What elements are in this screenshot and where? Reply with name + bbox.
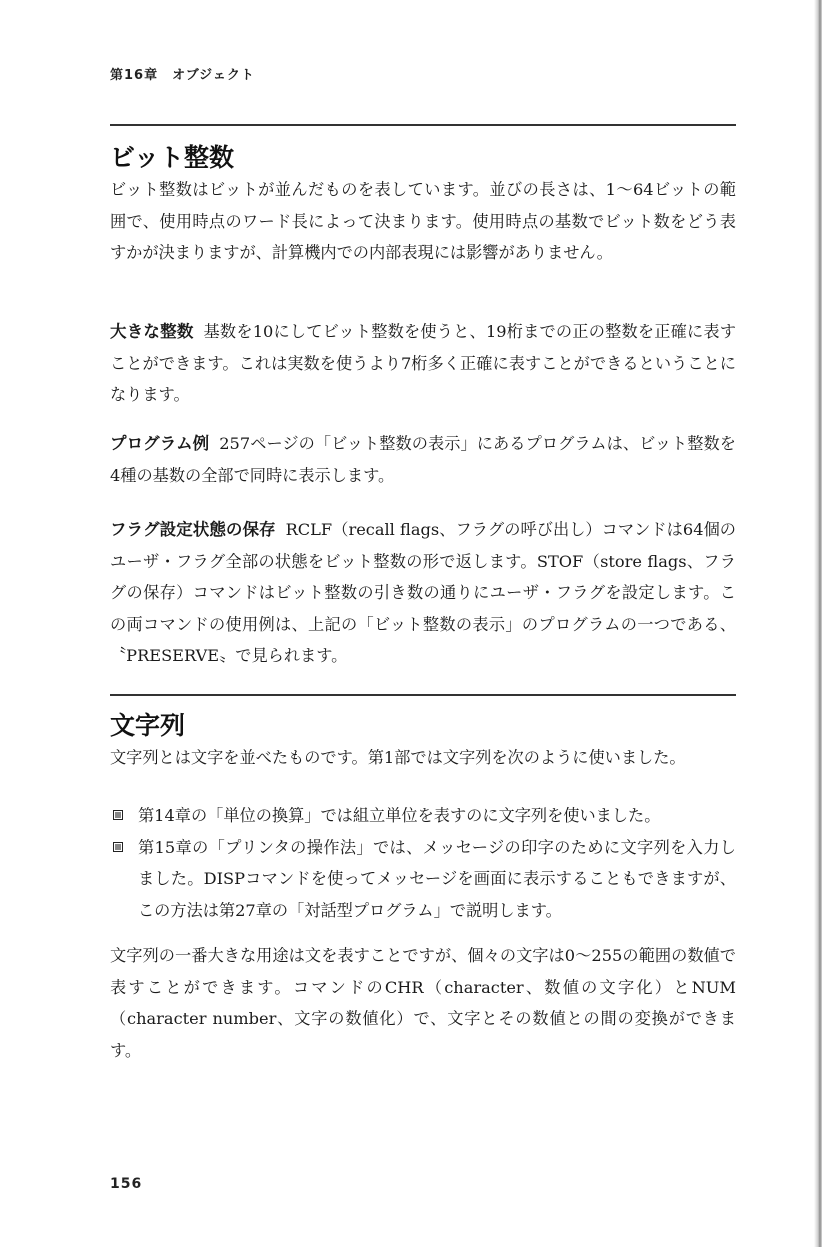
running-head: 第16章 オブジェクト — [110, 68, 255, 83]
list-item — [110, 800, 736, 832]
list-item-text: 第15章の「プリンタの操作法」では、メッセージの印字のために文字列を入力しました。DISPコマンドを使ってメッセージを画面に表示することもできますが、この方法は第27章の「対話型プログラム」で説明します。 — [138, 837, 736, 920]
section-rule — [110, 694, 736, 696]
section-intro: ビット整数はビットが並んだものを表しています。並びの長さは、1～64ビットの範囲で、使用時点のワード長によって決まります。使用時点の基数でビット数をどう表すかが決まりますが、計算機内での内部表現には影響がありません。 — [110, 180, 736, 263]
topic-term: フラグ設定状態の保存 — [110, 520, 276, 539]
section-intro: 文字列とは文字を並べたものです。第1部では文字列を次のように使いました。 — [110, 748, 686, 767]
bullet-list — [110, 800, 736, 926]
list-item — [110, 832, 736, 927]
topic-term: プログラム例 — [110, 434, 210, 453]
topic-text: RCLF（recall flags、フラグの呼び出し）コマンドは64個のユーザ・フラグ全部の状態をビット整数の形で返します。STOF（store flags、フラグの保存）コマンドはビット整数の引き数の通りにユーザ・フラグを設定します。この両コマンドの使用例は、上記の「ビット整数の表示」のプログラムの一つである、〝PRESERVE〟で見られます。 — [110, 520, 736, 666]
page-edge — [814, 0, 822, 1247]
topic-text: 257ページの「ビット整数の表示」にあるプログラムは、ビット整数を4種の基数の全部で同時に表示します。 — [110, 434, 736, 485]
topic-text: 基数を10にしてビット整数を使うと、19桁までの正の整数を正確に表すことができます。これは実数を使うより7桁多く正確に表すことができるということになります。 — [110, 322, 737, 405]
topic-paragraph — [110, 514, 736, 672]
topic-term: 大きな整数 — [110, 322, 194, 341]
section-title: ビット整数 — [110, 143, 235, 172]
topic-paragraph — [110, 316, 736, 411]
page-number: 156 — [110, 1176, 143, 1192]
topic-paragraph — [110, 428, 736, 491]
section-title: 文字列 — [110, 711, 186, 740]
square-bullet-icon — [113, 810, 123, 820]
closing-paragraph: 文字列の一番大きな用途は文を表すことですが、個々の文字は0～255の範囲の数値で表すことができます。コマンドのCHR（character、数値の文字化）とNUM（character number、文字の数値化）で、文字とその数値との間の変換ができます。 — [110, 946, 736, 1060]
list-item-text: 第14章の「単位の換算」では組立単位を表すのに文字列を使いました。 — [138, 806, 661, 825]
square-bullet-icon — [113, 842, 123, 852]
section-rule — [110, 124, 736, 126]
